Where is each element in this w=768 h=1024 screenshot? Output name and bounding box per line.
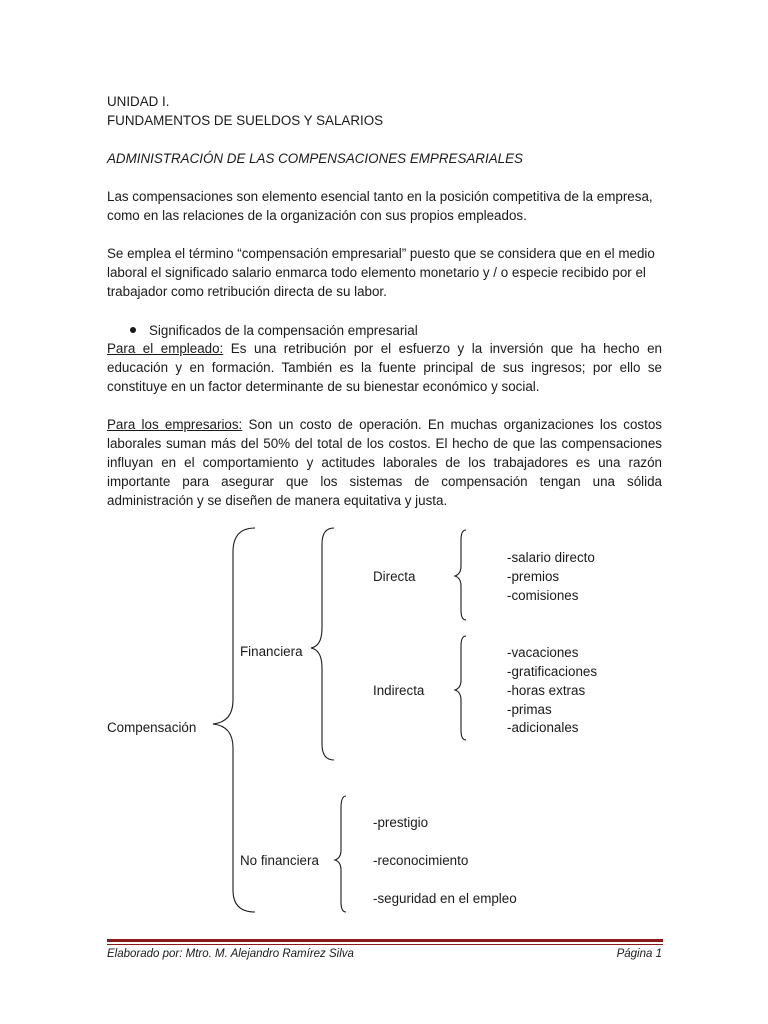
indirecta-item: -adicionales	[507, 720, 579, 735]
section-subtitle: ADMINISTRACIÓN DE LAS COMPENSACIONES EMPRESARIALES	[107, 151, 523, 166]
footer-page-number: Página 1	[616, 948, 662, 960]
directa-item: -premios	[507, 569, 560, 584]
empresarios-label: Para los empresarios:	[107, 417, 243, 432]
footer-author: Elaborado por: Mtro. M. Alejandro Ramírez Silva	[107, 948, 354, 960]
indirecta-item: -gratificaciones	[507, 664, 598, 679]
page-title: FUNDAMENTOS DE SUELDOS Y SALARIOS	[107, 113, 384, 128]
indirecta-item: -vacaciones	[507, 645, 579, 660]
directa-label: Directa	[373, 569, 416, 584]
no-financiera-brace	[335, 796, 346, 912]
directa-brace	[455, 530, 466, 620]
paragraph-term: Se emplea el término “compensación empresarial” puesto que se considera que en el medio laboral el significado salario enmarca todo elemento monetario y / o especie recibido por el trabajador como retribución directa de su labor.	[107, 246, 655, 299]
diagram-root-label: Compensación	[107, 720, 197, 735]
paragraph-empresarios	[107, 415, 662, 510]
paragraph-intro: Las compensaciones son elemento esencial tanto en la posición competitiva de la empresa, como en las relaciones de la organización con sus propios empleados.	[107, 189, 653, 223]
financiera-brace	[311, 528, 334, 760]
indirecta-item: -primas	[507, 702, 552, 717]
no-financiera-item: -seguridad en el empleo	[373, 891, 517, 906]
indirecta-item: -horas extras	[507, 683, 586, 698]
footer-rule-thick	[107, 939, 663, 942]
directa-item: -salario directo	[507, 550, 595, 565]
financiera-label: Financiera	[240, 644, 303, 659]
indirecta-label: Indirecta	[373, 683, 425, 698]
indirecta-brace	[455, 636, 466, 740]
no-financiera-item: -prestigio	[373, 815, 429, 830]
no-financiera-label: No financiera	[240, 853, 319, 868]
bullet-item	[130, 321, 418, 340]
empleado-label: Para el empleado:	[107, 341, 224, 356]
empresarios-text: Son un costo de operación. En muchas organizaciones los costos laborales suman más del 50% del total de los costos. El hecho de que las compensaciones influyan en el comportamiento y actitudes laborales de los trabajadores es una razón importante para asegurar que los sistemas de compensación tengan una sólida administración y se diseñen de manera equitativa y justa.	[107, 417, 662, 508]
paragraph-empleado	[107, 339, 662, 396]
empleado-text: Es una retribución por el esfuerzo y la inversión que ha hecho en educación y en formación. También es la fuente principal de sus ingresos; por ello se constituye en un factor determinante de su bienestar económico y social.	[107, 341, 662, 394]
no-financiera-item: -reconocimiento	[373, 853, 469, 868]
bullet-text: Significados de la compensación empresarial	[149, 323, 418, 338]
footer-rule-thin	[107, 944, 663, 945]
directa-item: -comisiones	[507, 588, 579, 603]
bullet-icon	[130, 327, 136, 333]
unit-heading: UNIDAD I.	[107, 94, 170, 109]
